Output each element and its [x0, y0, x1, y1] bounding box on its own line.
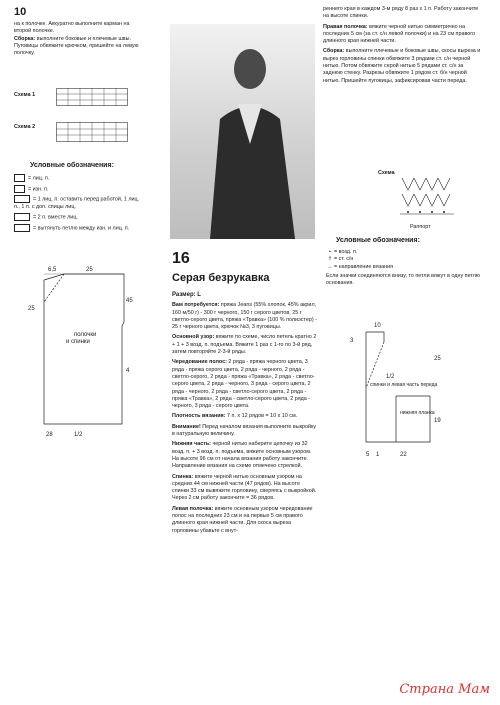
legend-item: = вытянуть петлю между изн. и лиц. п.	[14, 224, 142, 233]
bottom-part-paragraph: Нижняя часть: черной нитью наберите цепочку из 32 возд. п. + 3 возд. п. подъема, вяжите основным узором. На высоте 96 см от начала вязания работу закончите. Направление вязания на схеме отмечено стрелкой.	[172, 441, 312, 470]
dim-label: 1	[376, 452, 380, 458]
left-legend	[14, 174, 142, 233]
gauge-paragraph: Плотность вязания: 7 п. х 12 рядов = 10 х 10 см.	[172, 413, 298, 420]
left-column	[14, 21, 142, 57]
dim-label: 4	[126, 368, 130, 374]
main-pattern-paragraph: Основной узор: вяжите по схеме, число петель кратно 2 + 1 + 3 возд. п. подъема. Вяжите 1 раз с 1-го по 3-й ряд, затем повторяйте 2-3-й ряды.	[172, 334, 317, 356]
left-legend-title: Условные обозначения:	[30, 162, 114, 169]
model-photo	[170, 24, 315, 239]
dim-label: нижняя планка	[400, 410, 435, 416]
back-paragraph: Спинка: вяжите черной нитью основным узором на средних 44 см нижней части (47 рядов). На высоте спинки 33 см вывяжите горловину, сверяясь с выкройкой. Через 2 см работу закончите = 36 рядов.	[172, 473, 317, 502]
legend-item: † = ст. с/н	[326, 256, 484, 263]
legend-item: →= направление вязания	[327, 263, 394, 270]
stripes-paragraph: Чередование полос: 2 ряда - пряжа черного цвета, 3 ряда - пряжа серого цвета, 2 ряда - черного, 2 ряда - светло-серого, 2 ряда - пряжа «Травка», 2 ряда - светло-серого цвета, 2 ряда - черного, 3 ряда - серого цвета, 2 ряда - черного, 2 ряда - светло-серого цвета, 2 ряда - пряжа «Травка», 2 ряда - светло-серого цвета, 2 ряда - черного, 3 ряда - серого цвета.	[172, 359, 315, 410]
legend-note: Если значки соединяются внизу, то петли вяжут в одну петлю основания.	[326, 272, 480, 287]
cross-symbol-icon	[14, 195, 30, 203]
dim-label: 28	[46, 432, 53, 438]
dim-label: 10	[374, 323, 381, 329]
scheme1-chart	[56, 88, 128, 106]
dim-label: 3	[350, 338, 354, 344]
dc-symbol-icon: †	[328, 256, 332, 263]
dim-label: 1/2	[386, 374, 395, 380]
dim-label: 45	[126, 298, 133, 304]
model-number: 16	[172, 250, 190, 267]
legend-item: • = возд. п.	[326, 249, 484, 256]
dim-label: 1/2	[74, 432, 83, 438]
dim-label: 25	[434, 356, 441, 362]
right-column	[323, 6, 483, 85]
right-pattern-diagram	[326, 318, 486, 468]
pull-loop-symbol-icon	[14, 224, 30, 232]
purl-symbol-icon	[14, 185, 25, 193]
dim-label: спинки и левая часть переда	[370, 382, 438, 388]
dim-label: 6,5	[48, 267, 57, 273]
rapport-label: Раппорт	[410, 224, 431, 230]
dim-label: и спинки	[66, 339, 90, 345]
scheme-label: Схема	[378, 170, 395, 176]
legend-item: = лиц. п.	[14, 174, 142, 183]
dim-label: 5	[366, 452, 370, 458]
dim-label: полочки	[74, 332, 97, 338]
knit-symbol-icon	[14, 174, 25, 182]
page-number: 10	[14, 6, 27, 18]
model-title: Серая безрукавка	[172, 272, 270, 284]
continued-paragraph: реннего края в каждом 3-м ряду 8 раз х 1 п. Работу закончите на высоте спинки.	[323, 6, 479, 20]
site-watermark: Страна Мам	[399, 682, 490, 697]
materials-paragraph: Вам потребуется: пряжа Jeans (55% хлопок, 45% акрил, 160 м/50 г) - 300 г черного, 150 г серого цветов, 25 г светло-серого цвета, пряжа «Травка» (100 % полиэстер) - 25 г черного цвета, крючок №3, 3 пуговицы.	[172, 302, 317, 331]
intro-text: на к полочке. Аккуратно выполните карман на второй полочке.	[14, 21, 130, 35]
arrow-symbol-icon: →	[327, 263, 333, 270]
left-front-paragraph: Левая полочка: вяжите основным узором чередование полос на последних 23 см и на первых 5 см правого длинного края нижней части. Для скоса выреза горловины убавьте с внут-	[172, 505, 313, 534]
chain-symbol-icon: •	[329, 249, 331, 255]
legend-item: = 1 лиц. п. оставить перед работой, 1 лиц. п., 1 п. с доп. спицы лиц.	[14, 196, 140, 211]
dim-label: 25	[86, 267, 93, 273]
k2tog-symbol-icon	[14, 213, 30, 221]
scheme2-label: Схема 2	[14, 124, 36, 130]
scheme1-label: Схема 1	[14, 92, 36, 98]
right-legend	[326, 249, 484, 287]
middle-column	[172, 292, 318, 535]
right-front-paragraph: Правая полочка: вяжите черной нитью симметрично на последних 5 см (за ст. с/н левой полочки) и на 23 см правого длинного края нижней части.	[323, 23, 476, 45]
assembly-text: выполните боковые и плечевые швы. Пуговицы обвяжите крючком, пришейте на левую полочку.	[14, 35, 139, 57]
legend-item: = изн. п.	[14, 185, 142, 194]
legend-item: = 2 п. вместе лиц.	[14, 213, 142, 222]
crochet-scheme-chart	[398, 172, 458, 222]
size-line: Размер: L	[172, 292, 201, 298]
right-legend-title: Условные обозначения:	[336, 237, 420, 244]
dim-label: 19	[434, 418, 441, 424]
assembly-paragraph	[14, 36, 142, 58]
left-pattern-diagram	[14, 262, 150, 452]
photo-placeholder-icon	[170, 24, 315, 239]
dim-label: 25	[28, 306, 35, 312]
assembly-paragraph-right: Сборка: выполните плечевые и боковые швы, скосы выреза и вырез горловины спинки обвяжите 3 рядами ст. с/н черной нитью. Потом обвяжите серой нитью 5 рядами ст. с/н за заднюю стенку. Разрезы обвяжите 1 рядом ст. б/н черной нитью. Пришейте пуговицы, зафиксировав части переда.	[323, 48, 481, 84]
scheme2-chart	[56, 122, 128, 142]
dim-label: 22	[400, 452, 407, 458]
attention-paragraph: Внимание! Перед началом вязания выполните выкройку в натуральную величину.	[172, 423, 317, 438]
assembly-label: Сборка:	[14, 35, 36, 42]
